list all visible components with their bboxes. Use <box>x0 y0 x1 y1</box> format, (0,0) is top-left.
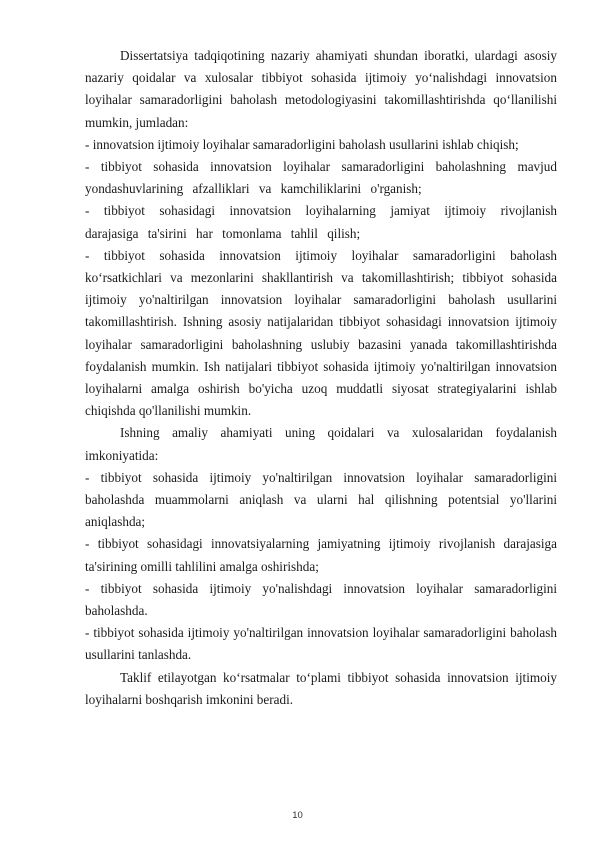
paragraph-theoretical-significance: Dissertatsiya tadqiqotining nazariy ahamiyati shundan iboratki, ulardagi asosiy nazariy qoidalar va xulosalar tibbiyot sohasida ijtimoiy yo‘nalishdagi innovatsion loyihalar samaradorligini baholash metodologiyasini takomillashtirishda qo‘llanilishi mumkin, jumladan: <box>85 48 557 130</box>
page-number: 10 <box>292 810 303 821</box>
list-item-factor-analysis: - tibbiyot sohasidagi innovatsiyalarning jamiyatning ijtimoiy rivojlanish darajasiga ta'sirining omilli tahlilini amalga oshirishda; <box>85 536 557 574</box>
list-item-methods: - innovatsion ijtimoiy loyihalar samaradorligini baholash usullarini ishlab chiqish; <box>85 136 519 152</box>
list-item-approaches: - tibbiyot sohasida innovatsion loyihalar samaradorligini baholashning mavjud yondashuvlarining afzalliklari va kamchiliklarini o'rganish; <box>85 159 557 197</box>
document-body <box>85 45 557 711</box>
list-item-indicators: - tibbiyot sohasida innovatsion ijtimoiy loyihalar samaradorligini baholash ko‘rsatkichlari va mezonlarini shakllantirish va takomillashtirish; tibbiyot sohasida ijtimoiy yo'naltirilgan innovatsion loyihalar samaradorligini baholash usullarini takomillashtirish. Ishning asosiy natijalaridan tibbiyot sohasidagi innovatsion ijtimoiy loyihalar samaradorligini baholashning uslubiy bazasini yanada takomillashtirishda foydalanish mumkin. Ish natijalari tibbiyot sohasida ijtimoiy yo'naltirilgan innovatsion loyihalarni amalga oshirish bo'yicha uzoq muddatli siyosat strategiyalarini ishlab chiqishda qo'llanilishi mumkin. <box>85 247 557 419</box>
paragraph-practical-significance: Ishning amaliy ahamiyati uning qoidalari va xulosalaridan foydalanish imkoniyatida: <box>85 425 557 463</box>
list-item-evaluation: - tibbiyot sohasida ijtimoiy yo'nalishdagi innovatsion loyihalar samaradorligini baholashda. <box>85 580 557 619</box>
list-item-problems: - tibbiyot sohasida ijtimoiy yo'naltirilgan innovatsion loyihalar samaradorligini baholashda muammolarni aniqlash va ularni hal qilishning potentsial yo'llarini aniqlashda; <box>85 469 557 530</box>
list-item-impact-analysis: - tibbiyot sohasidagi innovatsion loyihalarning jamiyat ijtimoiy rivojlanish darajasiga ta'sirini har tomonlama tahlil qilish; <box>85 203 557 241</box>
paragraph-recommendations: Taklif etilayotgan ko‘rsatmalar to‘plami tibbiyot sohasida innovatsion ijtimoiy loyihalarni boshqarish imkonini beradi. <box>85 669 557 707</box>
list-item-method-selection: - tibbiyot sohasida ijtimoiy yo'naltirilgan innovatsion loyihalar samaradorligini baholash usullarini tanlashda. <box>85 625 557 663</box>
